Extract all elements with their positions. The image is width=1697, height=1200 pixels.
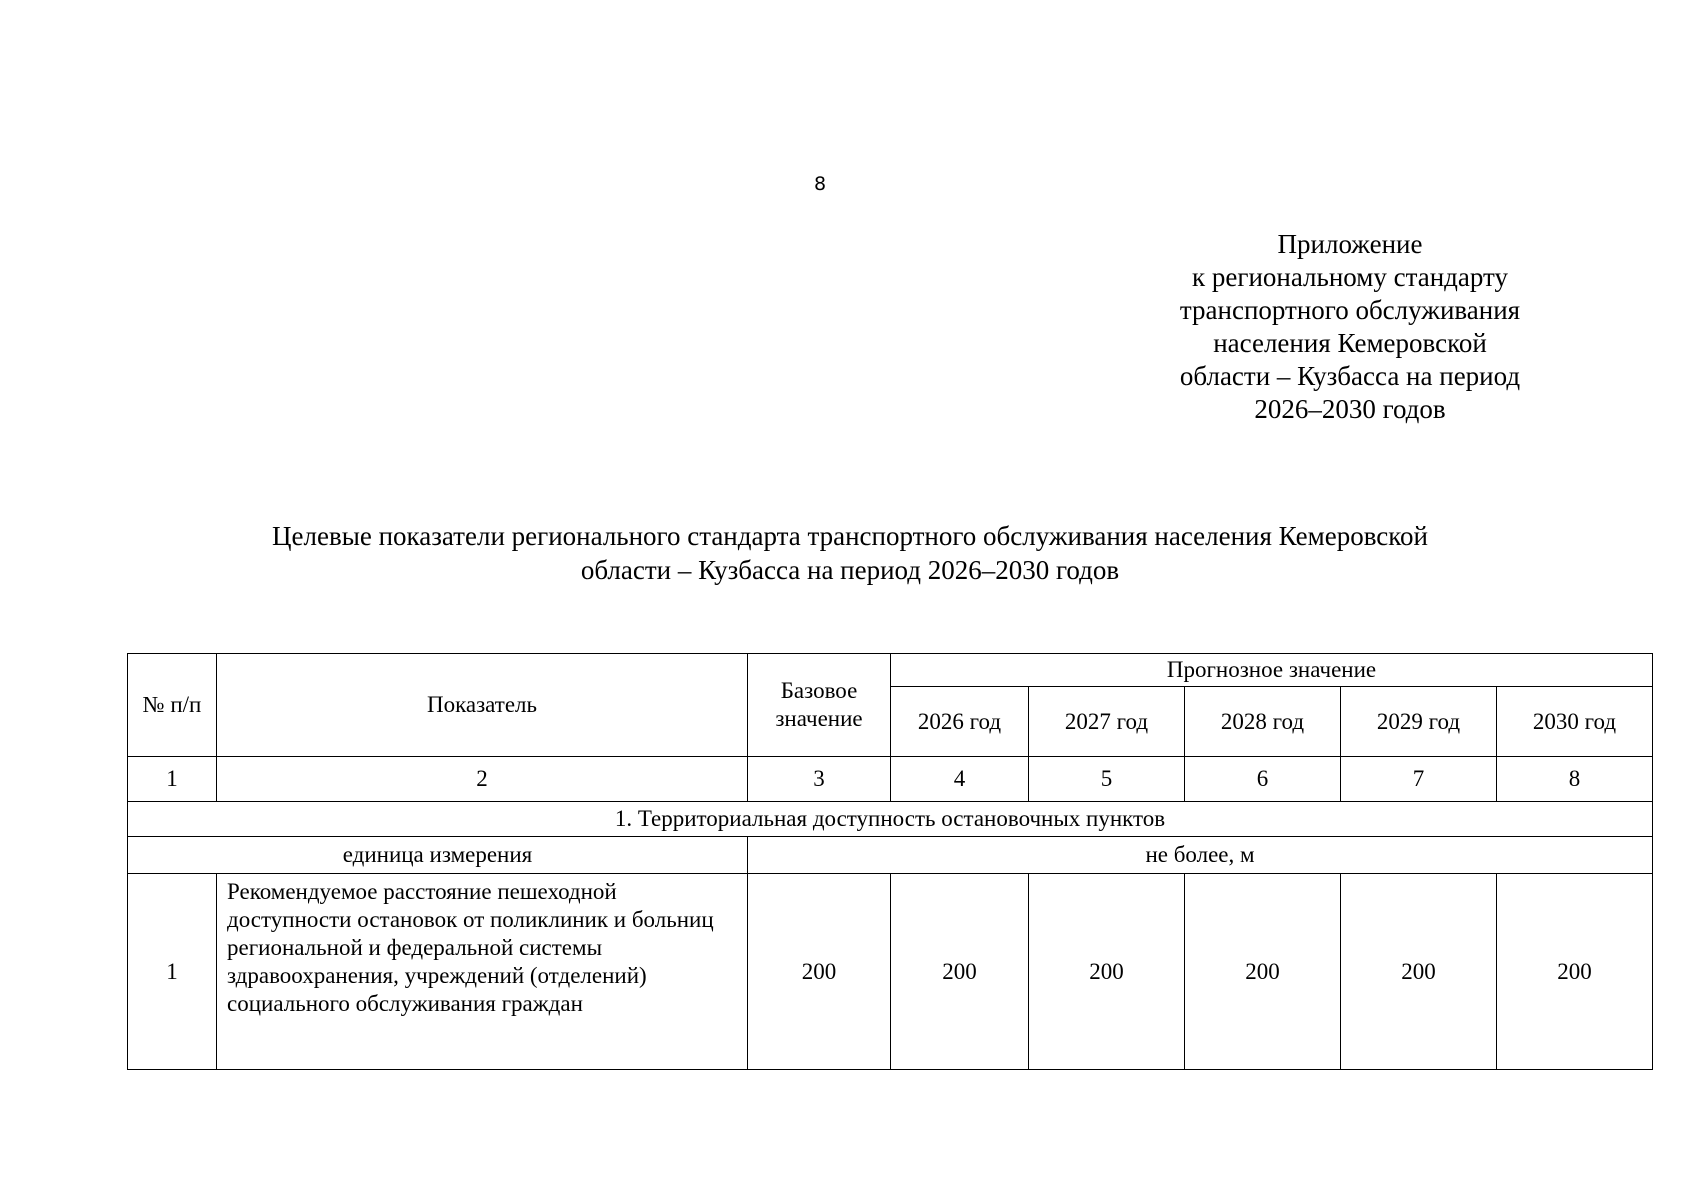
unit-row: [128, 837, 1653, 874]
appendix-caption: [1140, 228, 1560, 426]
row-base-value: 200: [748, 874, 891, 1070]
header-year: 2028 год: [1185, 687, 1341, 757]
column-number: 5: [1029, 757, 1185, 802]
row-value-2028: 200: [1185, 874, 1341, 1070]
appendix-line: Приложение: [1277, 229, 1423, 259]
row-value-2030: 200: [1497, 874, 1653, 1070]
target-indicators-table: [127, 653, 1653, 1070]
unit-label: единица измерения: [128, 837, 748, 874]
header-year: 2030 год: [1497, 687, 1653, 757]
row-value-2027: 200: [1029, 874, 1185, 1070]
column-number: 8: [1497, 757, 1653, 802]
page-number: 8: [813, 173, 827, 195]
header-base-value: Базовое значение: [748, 654, 891, 757]
appendix-line: к региональному стандарту: [1192, 262, 1508, 292]
row-value-2029: 200: [1341, 874, 1497, 1070]
column-number: 7: [1341, 757, 1497, 802]
unit-value: не более, м: [748, 837, 1653, 874]
header-num: № п/п: [128, 654, 217, 757]
header-year: 2029 год: [1341, 687, 1497, 757]
header-indicator: Показатель: [217, 654, 748, 757]
document-title: [180, 519, 1520, 587]
row-indicator: Рекомендуемое расстояние пешеходной доступности остановок от поликлиник и больниц региональной и федеральной системы здравоохранения, учреждений (отделений) социального обслуживания граждан: [217, 874, 748, 1070]
appendix-line: населения Кемеровской: [1213, 328, 1487, 358]
header-forecast-value: Прогнозное значение: [891, 654, 1653, 687]
column-number: 1: [128, 757, 217, 802]
appendix-line: транспортного обслуживания: [1179, 295, 1521, 325]
row-value-2026: 200: [891, 874, 1029, 1070]
appendix-line: области – Кузбасса на период: [1179, 361, 1521, 391]
column-number: 3: [748, 757, 891, 802]
section-title: 1. Территориальная доступность остановочных пунктов: [128, 802, 1653, 837]
column-number: 6: [1185, 757, 1341, 802]
column-numbers-row: [128, 757, 1653, 802]
header-year: 2027 год: [1029, 687, 1185, 757]
column-number: 4: [891, 757, 1029, 802]
row-num: 1: [128, 874, 217, 1070]
header-row: [128, 654, 1653, 687]
title-line: Целевые показатели регионального стандарта транспортного обслуживания населения Кемеровской: [272, 521, 1428, 551]
header-year: 2026 год: [891, 687, 1029, 757]
column-number: 2: [217, 757, 748, 802]
section-row: [128, 802, 1653, 837]
appendix-line: 2026–2030 годов: [1254, 394, 1446, 424]
title-line: области – Кузбасса на период 2026–2030 годов: [580, 555, 1120, 585]
table-row: [128, 874, 1653, 1070]
